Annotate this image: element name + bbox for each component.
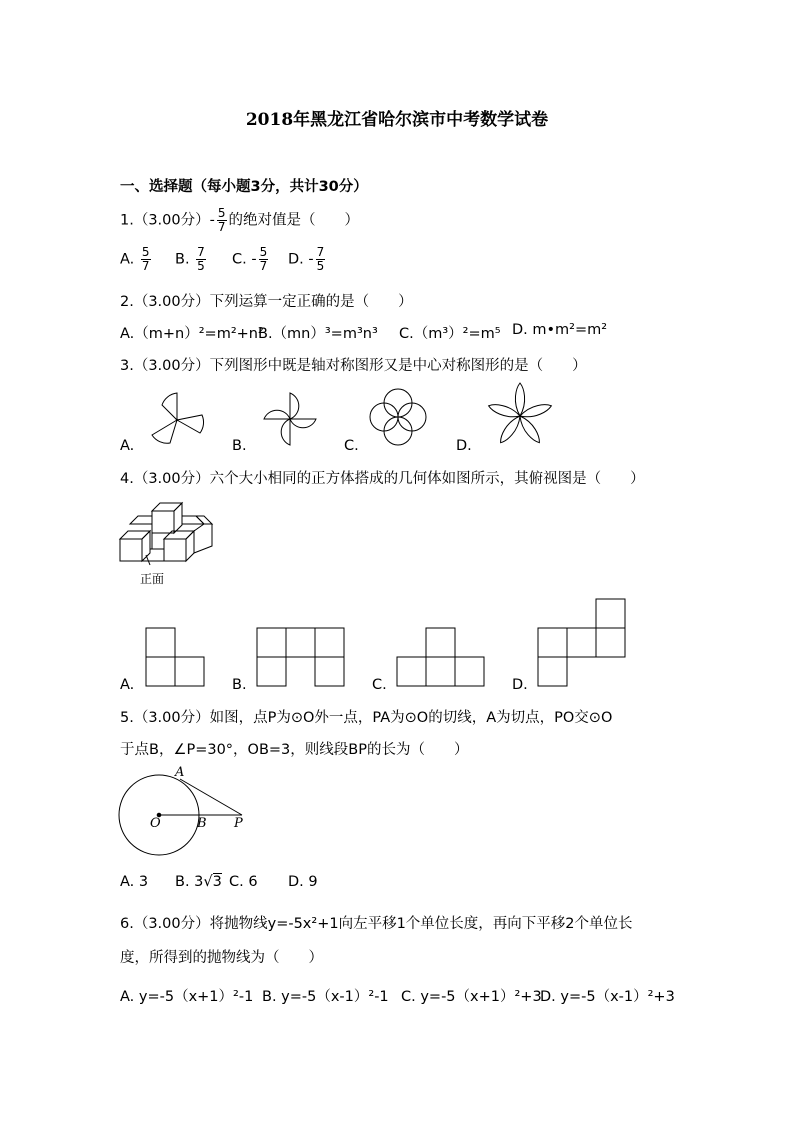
question-5-line-1: 5.（3.00分）如图，点P为⊙O外一点，PA为⊙O的切线，A为切点，PO交⊙O	[120, 710, 613, 726]
question-6-option-b: B. y=-5（x-1）²-1	[262, 989, 389, 1005]
q1-frac-num: 5	[217, 206, 226, 220]
question-5-option-b	[175, 874, 222, 890]
question-1-option-c	[232, 246, 270, 273]
frac-num: 7	[197, 245, 205, 259]
paper-title: 2018年黑龙江省哈尔滨市中考数学试卷	[245, 110, 549, 130]
frac-den: 7	[259, 259, 268, 273]
q4-label-b: B.	[232, 677, 247, 693]
question-1-option-b	[175, 246, 208, 273]
q4-label-c: C.	[372, 677, 387, 693]
question-2-option-c: C.（m³）²=m⁵	[399, 326, 501, 342]
question-2-stem: 2.（3.00分）下列运算一定正确的是（ ）	[120, 294, 413, 310]
question-6-line-1: 6.（3.00分）将抛物线y=-5x²+1向左平移1个单位长度，再向下平移2个单位长	[120, 916, 633, 932]
section-heading: 一、选择题（每小题3分，共计30分）	[120, 179, 368, 195]
q5-point-b: B	[197, 816, 207, 831]
q4-view-d	[538, 599, 628, 689]
question-5-option-c: C. 6	[229, 874, 258, 890]
question-5-line-2: 于点B，∠P=30°，OB=3，则线段BP的长为（ ）	[120, 742, 469, 758]
q3-figure-a	[140, 385, 215, 450]
question-6-option-c: C. y=-5（x+1）²+3	[401, 989, 542, 1005]
frac-den: 7	[141, 259, 150, 273]
q5-point-o: O	[150, 816, 161, 831]
question-2-option-a: A.（m+n）²=m²+n²	[120, 326, 264, 342]
question-3-stem: 3.（3.00分）下列图形中既是轴对称图形又是中心对称图形的是（ ）	[120, 358, 587, 374]
frac-num: 7	[316, 245, 325, 259]
question-2-option-b: B.（mn）³=m³n³	[258, 326, 378, 342]
q3-figure-c	[366, 385, 430, 449]
option-b-prefix: B. 3	[175, 874, 204, 890]
q3-figure-b	[255, 388, 325, 450]
frac-den: 5	[197, 259, 205, 273]
q4-label-d: D.	[512, 677, 528, 693]
question-4-stem: 4.（3.00分）六个大小相同的正方体搭成的几何体如图所示，其俯视图是（ ）	[120, 471, 645, 487]
q4-view-b	[257, 628, 347, 688]
q4-front-label: 正面	[140, 572, 165, 586]
option-label: A.	[120, 251, 135, 268]
option-fraction	[259, 246, 269, 273]
q1-suffix: 的绝对值是（ ）	[228, 212, 359, 229]
frac-num: 5	[259, 245, 268, 259]
frac-den: 5	[316, 259, 325, 273]
option-label: C.	[232, 251, 247, 268]
option-sign: -	[308, 251, 314, 268]
question-2-option-d: D. m•m²=m²	[512, 322, 608, 338]
question-1-option-d	[288, 246, 327, 273]
question-5-option-a: A. 3	[120, 874, 149, 890]
q3-label-c: C.	[344, 438, 359, 454]
question-5-option-d: D. 9	[288, 874, 318, 890]
q5-circle-figure	[118, 765, 258, 865]
sqrt-symbol: √	[203, 874, 213, 890]
question-1-option-a	[120, 246, 153, 273]
option-fraction	[141, 246, 151, 273]
q5-point-a: A	[175, 765, 185, 780]
q1-fraction	[217, 207, 227, 234]
q1-frac-den: 7	[217, 220, 226, 234]
option-fraction	[196, 246, 206, 273]
q3-label-a: A.	[120, 438, 135, 454]
q3-label-b: B.	[232, 438, 247, 454]
q5-point-p: P	[234, 816, 243, 831]
option-label: D.	[288, 251, 304, 268]
question-1-stem	[120, 207, 359, 234]
option-label: B.	[175, 251, 190, 268]
question-6-line-2: 度，所得到的抛物线为（ ）	[120, 950, 323, 966]
q1-prefix: 1.（3.00分）-	[120, 212, 215, 229]
q4-label-a: A.	[120, 677, 135, 693]
frac-num: 5	[141, 245, 150, 259]
q3-figure-d	[478, 380, 562, 450]
option-fraction	[316, 246, 326, 273]
question-6-option-d: D. y=-5（x-1）²+3	[540, 989, 675, 1005]
q4-view-a	[146, 628, 206, 688]
option-sign: -	[251, 251, 257, 268]
option-b-radicand: 3	[212, 874, 222, 890]
question-6-option-a: A. y=-5（x+1）²-1	[120, 989, 254, 1005]
q3-label-d: D.	[456, 438, 472, 454]
q4-view-c	[397, 628, 487, 688]
q4-cube-figure	[118, 497, 218, 569]
